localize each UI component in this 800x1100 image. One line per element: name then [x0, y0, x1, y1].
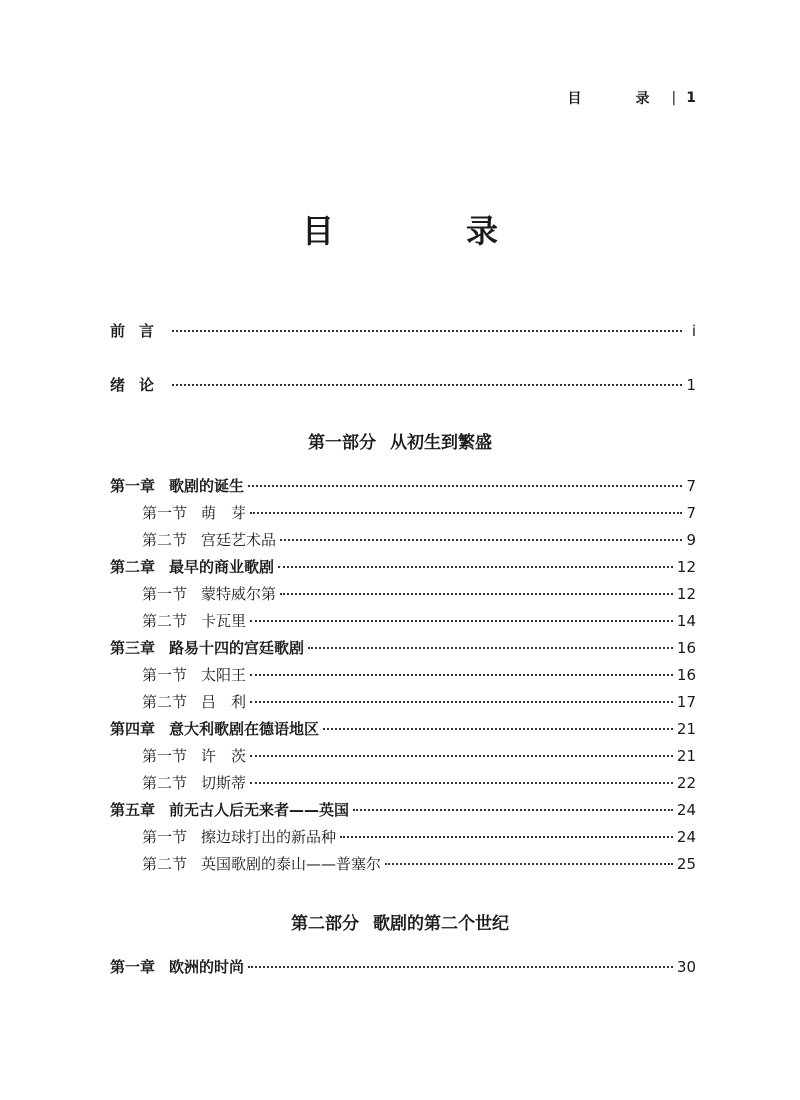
- section-label: 第一节: [142, 585, 188, 603]
- toc-entry-label: 绪论: [110, 376, 169, 394]
- toc-section[interactable]: [142, 824, 696, 850]
- toc-page-number: 1: [686, 376, 696, 394]
- dot-leader: [280, 592, 673, 595]
- toc-chapter[interactable]: [110, 716, 696, 742]
- toc-section[interactable]: [142, 689, 696, 715]
- section-title: 卡瓦里: [201, 612, 247, 630]
- section-title: 蒙特威尔第: [201, 585, 277, 603]
- toc-page-number: 21: [676, 747, 696, 765]
- toc-chapter[interactable]: [110, 635, 696, 661]
- chapter-title: 路易十四的宫廷歌剧: [169, 639, 305, 657]
- running-header-separator: |: [671, 90, 677, 106]
- toc-chapter[interactable]: [110, 473, 696, 499]
- toc-page-number: 30: [676, 958, 696, 976]
- section-label: 第二节: [142, 855, 188, 873]
- part-title: 歌剧的第二个世纪: [373, 914, 509, 934]
- dot-leader: [323, 727, 673, 730]
- toc-page-number: 24: [676, 801, 696, 819]
- section-label: 第二节: [142, 693, 188, 711]
- chapter-title: 前无古人后无来者——英国: [169, 801, 350, 819]
- chapter-label: 第五章: [110, 801, 156, 819]
- chapter-label: 第一章: [110, 477, 156, 495]
- toc-chapter[interactable]: [110, 797, 696, 823]
- toc-page-number: 22: [676, 774, 696, 792]
- chapter-title: 意大利歌剧在德语地区: [169, 720, 320, 738]
- part-label: 第二部分: [291, 914, 359, 934]
- section-title: 宫廷艺术品: [201, 531, 277, 549]
- toc-page-number: 25: [676, 855, 696, 873]
- section-label: 第一节: [142, 504, 188, 522]
- dot-leader: [385, 862, 673, 865]
- section-label: 第一节: [142, 828, 188, 846]
- dot-leader: [248, 484, 682, 487]
- part-label: 第一部分: [308, 433, 376, 453]
- dot-leader: [278, 565, 673, 568]
- section-title: 吕 利: [201, 693, 247, 711]
- dot-leader: [172, 383, 682, 386]
- toc-section[interactable]: [142, 527, 696, 553]
- dot-leader: [353, 808, 673, 811]
- chapter-label: 第一章: [110, 958, 156, 976]
- dot-leader: [248, 965, 673, 968]
- toc-entry-label: 前言: [110, 322, 169, 340]
- toc-section[interactable]: [142, 500, 696, 526]
- dot-leader: [172, 329, 682, 332]
- section-label: 第二节: [142, 612, 188, 630]
- section-title: 萌 芽: [201, 504, 247, 522]
- section-label: 第二节: [142, 774, 188, 792]
- dot-leader: [250, 754, 673, 757]
- chapter-label: 第二章: [110, 558, 156, 576]
- page-title: 目 录: [301, 212, 548, 250]
- toc-page-number: i: [691, 322, 696, 340]
- dot-leader: [250, 511, 682, 514]
- section-title: 太阳王: [201, 666, 247, 684]
- toc-entry-introduction[interactable]: [110, 372, 696, 398]
- toc-section[interactable]: [142, 743, 696, 769]
- section-label: 第一节: [142, 747, 188, 765]
- dot-leader: [280, 538, 682, 541]
- section-title: 许 茨: [201, 747, 247, 765]
- toc-chapter[interactable]: [110, 954, 696, 980]
- toc-page-number: 16: [676, 639, 696, 657]
- running-header-page-number: 1: [686, 90, 696, 106]
- toc-page-number: 12: [676, 585, 696, 603]
- dot-leader: [250, 781, 673, 784]
- toc-section[interactable]: [142, 662, 696, 688]
- section-label: 第二节: [142, 531, 188, 549]
- toc-page-number: 24: [676, 828, 696, 846]
- chapter-title: 欧洲的时尚: [169, 958, 245, 976]
- section-title: 擦边球打出的新品种: [201, 828, 337, 846]
- dot-leader: [340, 835, 673, 838]
- section-title: 切斯蒂: [201, 774, 247, 792]
- toc-page-number: 14: [676, 612, 696, 630]
- chapter-label: 第三章: [110, 639, 156, 657]
- section-label: 第一节: [142, 666, 188, 684]
- dot-leader: [308, 646, 673, 649]
- dot-leader: [250, 700, 673, 703]
- toc-page-number: 12: [676, 558, 696, 576]
- toc-chapter[interactable]: [110, 554, 696, 580]
- toc-section[interactable]: [142, 770, 696, 796]
- section-title: 英国歌剧的泰山——普塞尔: [201, 855, 382, 873]
- part-heading: [0, 428, 800, 453]
- running-header: [568, 88, 696, 108]
- chapter-label: 第四章: [110, 720, 156, 738]
- toc-section[interactable]: [142, 581, 696, 607]
- chapter-title: 最早的商业歌剧: [169, 558, 275, 576]
- toc-page-number: 21: [676, 720, 696, 738]
- toc-page-number: 9: [686, 531, 696, 549]
- toc-page-number: 16: [676, 666, 696, 684]
- toc-page-number: 7: [686, 504, 696, 522]
- chapter-title: 歌剧的诞生: [169, 477, 245, 495]
- toc-page-number: 17: [676, 693, 696, 711]
- dot-leader: [250, 673, 673, 676]
- part-heading: [0, 909, 800, 934]
- toc-page-number: 7: [686, 477, 696, 495]
- dot-leader: [250, 619, 673, 622]
- part-title: 从初生到繁盛: [390, 433, 492, 453]
- toc-section[interactable]: [142, 851, 696, 877]
- toc-entry-preface[interactable]: [110, 318, 696, 344]
- running-header-title: 目 录: [567, 91, 670, 107]
- toc-section[interactable]: [142, 608, 696, 634]
